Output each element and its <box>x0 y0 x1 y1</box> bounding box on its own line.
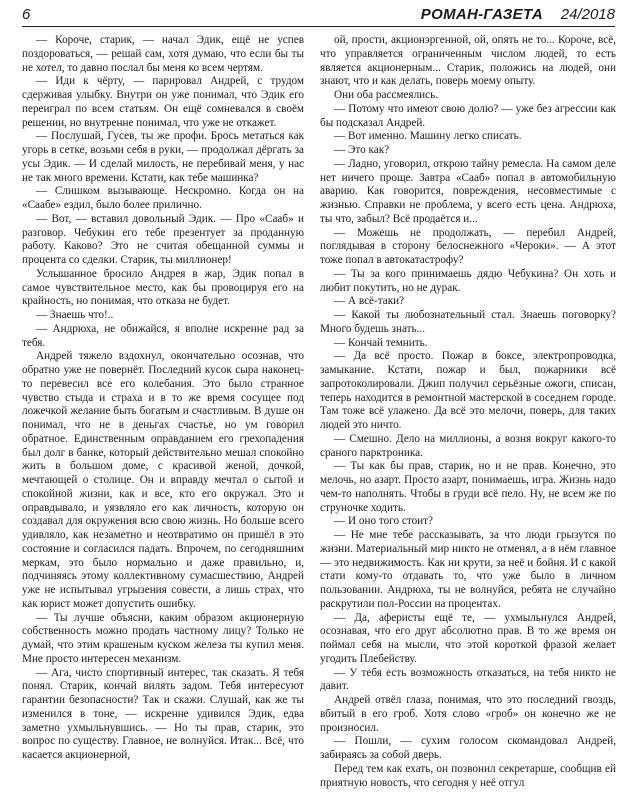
paragraph: — Пошли, — сухим голосом скомандовал Андрей, забираясь за собой дверь. <box>320 735 616 761</box>
paragraph: — Иди к чёрту, — парировал Андрей, с трудом сдерживая улыбку. Внутри он уже понимал, что Эдик его переиграл по всем статьям. Он ещё сомневался в своём решении, но внутренне понимал, что уже не откажет. <box>22 75 304 129</box>
paragraph: — И оно того стоит? <box>334 515 434 528</box>
paragraph: — Ага, чисто спортивный интерес, так сказать. Я тебя понял. Старик, кончай вилять задом. Тебя интересуют гарантии безопасности? Так и скажи. Слушай, как же ты изменился в тоне, — искренне удивился Эдик, едва заметно ухмыльнувшись. — Но ты прав, старик, это вопрос по существу. Главное, не волнуйся. Итак... Всё, что касается акционерной, <box>22 666 304 761</box>
paragraph: — А всё-таки? <box>334 295 405 308</box>
paragraph: — Знаешь что!.. <box>36 309 114 321</box>
paragraph: — Это как? <box>334 144 390 156</box>
running-header <box>22 6 615 27</box>
paragraph: — Да, аферисты ещё те, — ухмыльнулся Андрей, осознавая, что его друг абсолютно прав. В то же время он поймал себя на мысли, что этой короткой фразой желает угодить Плебейству. <box>320 611 616 665</box>
issue-number: 24/2018 <box>560 6 615 23</box>
paragraph: Андрей отвёл глаза, понимая, что это последний гвоздь, вбитый в его гроб. Хотя слово «гроб» он конечно же не произносил. <box>320 694 616 734</box>
paragraph: — Ты лучше объясни, каким образом акционерную собственность можно продать частному лицу? Только не думай, что этим крашеным куском железа ты купил меня. Мне просто интересен механизм. <box>22 611 304 665</box>
left-text-column <box>22 34 304 796</box>
paragraph: — Не мне тебе рассказывать, за что люди грызутся по жизни. Материальный мир никто не отменял, а в нём главное — это недвижимость. Как ни крути, за неё и бойня. И с какой стати кому-то отдавать то, что уже было в личном пользовании. Андрюха, ты не волнуйся, ребята не случайно раскрутили пол-России на процентах. <box>320 529 616 610</box>
paragraph: — Вот именно. Машину легко списать. <box>334 130 522 143</box>
paragraph: — Можешь не продолжать, — перебил Андрей, поглядывая в сторону белоснежного «Чероки». — А этот тоже попал в автокатастрофу? <box>320 226 616 266</box>
paragraph: — Смешно. Дело на миллионы, а возня вокруг какого-то сраного парктроника. <box>320 432 616 459</box>
paragraph: — Ладно, уговорил, открою тайну ремесла. На самом деле нет ничего проще. Завтра «Сааб» попал в автомобильную аварию. Как говорится, повреждения, несовместимые с жизнью. Справки не проблема, у всего есть цена. Андрюха, ты что, забыл? Всё продаётся и... <box>320 157 616 225</box>
paragraph: — Кончай темнить. <box>334 336 428 349</box>
paragraph: — Послушай, Гусев, ты же профи. Брось метаться как угорь в сетке, возьми себя в руки, — продолжал дёргать за усы Эдик. — И сделай милость, не перебивай меня, у нас не так много времени. Кстати, как тебе машинка? <box>22 130 304 184</box>
paragraph: — У тебя есть возможность отказаться, на тебя никто не давит. <box>320 666 616 693</box>
paragraph: Услышанное бросило Андрея в жар, Эдик попал в самое чувствительное место, как бы провоцируя его на крайность, но понимая, что отказа не будет. <box>22 267 304 308</box>
paragraph: Андрей тяжело вздохнул, окончательно осознав, что обратно уже не повернёт. Последний кусок сыра наконец-то перевесил все его колебания. Это было странное чувство стыда и страха и в то же время сосущее под ложечкой желание быть богатым и счастливым. В душе он понимал, что не в деньгах счастье, но ум говорил обратное. Единственным оправданием его грехопадения был долг в банке, который действительно мешал спокойно жить в большом доме, с красивой женой, дочкой, мечтающей о столице. Он и вправду мечтал о сытой и спокойной жизни, как и все, кто его окружал. Это и оправдывало, и уязвляло его как личность, которую он создавал для окружения всю свою жизнь. Но больше всего удивляло, как незаметно и неотвратимо он пришёл в это состояние и согласился падать. Впрочем, по сегодняшним меркам, это было нормально и даже правильно, и, подчиняясь этому коллективному сумасшествию, Андрей уже не испытывал угрызения совести, а лишь страх, что как юрист может допустить ошибку. <box>22 350 304 610</box>
paragraph: — Андрюха, не обижайся, я вполне искренне рад за тебя. <box>22 322 304 349</box>
paragraph: — Какой ты любознательный стал. Знаешь поговорку? Много будешь знать... <box>320 309 616 335</box>
paragraph: Перед тем как ехать, он позвонил секретарше, сообщив ей приятную новость, что сегодня у неё отгул <box>320 762 616 789</box>
paragraph: — Вот, — вставил довольный Эдик. — Про «Сааб» и разговор. Чебукин его тебе презентует за проданную работу. Каково? Это не считая обещанной суммы и процента со сделки. Старик, ты миллионер! <box>22 212 304 266</box>
page-number: 6 <box>22 6 31 23</box>
magazine-title: РОМАН-ГАЗЕТА <box>420 6 543 23</box>
paragraph: — Ты за кого принимаешь дядю Чебукина? Он хоть и любит покутить, но не дурак. <box>320 267 616 294</box>
paragraph: — Слишком вызывающе. Нескромно. Когда он на «Саабе» ездил, было более прилично. <box>22 185 304 211</box>
paragraph: Они оба рассмеялись. <box>334 89 439 101</box>
paragraph: — Потому что имеют свою долю? — уже без агрессии как бы подсказал Андрей. <box>320 102 616 129</box>
paragraph: — Короче, старик, — начал Эдик, ещё не успев поздороваться, — решай сам, хотя думаю, что если бы ты не хотел, то давно послал бы меня ко всем чертям. <box>22 34 304 74</box>
paragraph: — Да всё просто. Пожар в боксе, электропроводка, замыкание. Кстати, пожар и был, пожарники всё запротоколировали. Джип получил серьёзные ожоги, списан, теперь находится в ремонтной мастерской в соседнем городе. Там тоже всё улажено. Да всё это мелочи, поверь, для таких людей это ничто. <box>320 350 616 431</box>
paragraph: ой, прости, акционэргенной, ой, опять не то... Короче, всё, что управляется ограниченным числом людей, то есть является акционерным... Старик, положись на людей, они знают, что и как делать, поверь моему опыту. <box>320 34 616 88</box>
right-text-column <box>320 34 616 796</box>
paragraph: — Ты как бы прав, старик, но и не прав. Конечно, это мелочь, но азарт. Просто азарт, понимаешь, игра. Жизнь надо чем-то наполнять. Чтобы в груди всё пело. Ну, не всем же по струночке ходить. <box>320 460 616 514</box>
